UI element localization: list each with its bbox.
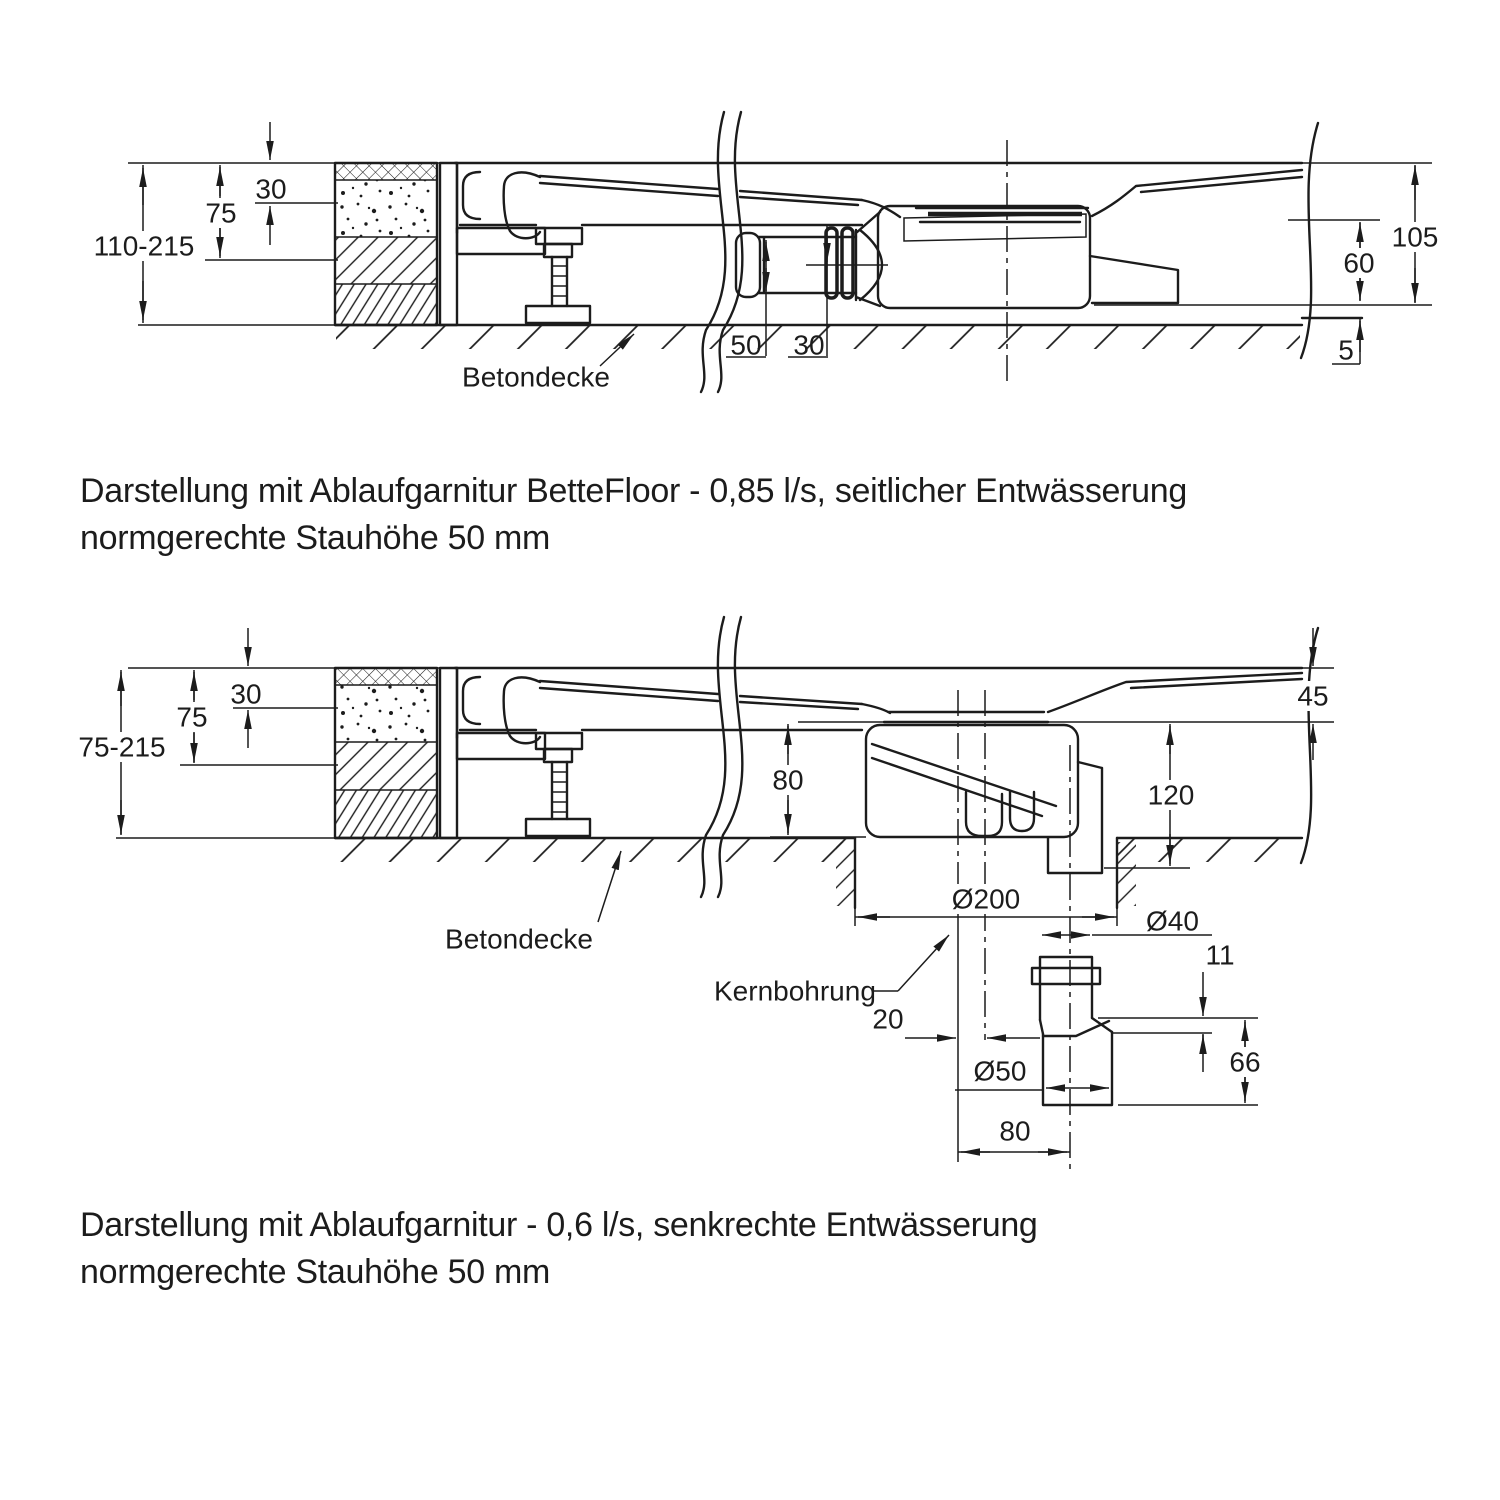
dim-screed: 75 xyxy=(176,701,208,733)
break-line xyxy=(1301,628,1318,863)
caption-2-line-2: normgerechte Stauhöhe 50 mm xyxy=(80,1253,551,1291)
dim-center-distance: 80 xyxy=(999,1115,1031,1147)
floor-label: Betondecke xyxy=(462,361,610,393)
dim-core-hole-diameter: Ø200 xyxy=(951,883,1021,915)
floor-slab xyxy=(335,318,1362,349)
shower-tray xyxy=(455,668,1302,722)
core-hole-leader xyxy=(898,935,949,991)
diagram-1-section-view xyxy=(80,112,1443,557)
dim-pipe-top-diameter: Ø40 xyxy=(1146,905,1199,937)
edge-insulation-strip xyxy=(440,668,457,838)
floor-label: Betondecke xyxy=(445,923,593,955)
outlet-pipe-horizontal xyxy=(736,228,856,298)
caption-1-line-2: normgerechte Stauhöhe 50 mm xyxy=(80,519,551,557)
break-line xyxy=(1301,123,1318,358)
dim-pipe-center-depth: 30 xyxy=(793,329,825,361)
offset-adapter-fitting xyxy=(1032,957,1112,1105)
dim-pipe-diameter: 50 xyxy=(730,329,762,361)
dim-pipe-bottom-diameter: Ø50 xyxy=(973,1055,1027,1087)
break-line xyxy=(701,112,725,392)
edge-insulation-strip xyxy=(440,163,457,325)
dim-collar-height: 11 xyxy=(1205,939,1235,971)
pipe-seal-ring xyxy=(842,228,853,298)
dim-tile: 30 xyxy=(255,173,287,205)
shower-tray xyxy=(455,163,1302,217)
floor-slab xyxy=(335,838,1302,908)
dim-screed: 75 xyxy=(205,197,237,229)
dim-tile: 30 xyxy=(230,678,262,710)
dim-total-height: 105 xyxy=(1391,221,1439,253)
caption-1-line-1: Darstellung mit Ablaufgarnitur BetteFloor - 0,85 l/s, seitlicher Entwässerung xyxy=(80,472,1187,510)
tray-edge-profile xyxy=(457,163,862,254)
dim-offset: 20 xyxy=(872,1003,904,1035)
dim-edge-height: 45 xyxy=(1297,680,1329,712)
core-hole-label: Kernbohrung xyxy=(714,975,876,1007)
support-foot xyxy=(526,228,590,323)
dim-adapter-height: 66 xyxy=(1229,1046,1261,1078)
vertical-outlet-pipe xyxy=(1048,762,1102,873)
dim-pipe-clearance: 60 xyxy=(1343,247,1375,279)
drain-body-lateral xyxy=(856,206,1178,308)
wall-section xyxy=(335,668,457,838)
dim-height-range: 110-215 xyxy=(93,230,195,262)
dim-height-range: 75-215 xyxy=(78,731,166,763)
dim-outlet-depth: 120 xyxy=(1147,779,1195,811)
diagram-2-section-view xyxy=(66,617,1334,1291)
adapter-collar xyxy=(1032,968,1100,984)
tray-edge-profile xyxy=(457,668,862,759)
dim-trap-height: 80 xyxy=(772,764,804,796)
drain-trap-vertical xyxy=(866,725,1102,873)
dimension-lines-2 xyxy=(116,628,1334,1152)
wall-section xyxy=(335,163,457,325)
caption-2-line-1: Darstellung mit Ablaufgarnitur - 0,6 l/s, senkrechte Entwässerung xyxy=(80,1206,1038,1244)
support-foot xyxy=(526,733,590,836)
dim-floor-gap: 5 xyxy=(1338,334,1354,366)
mortar-bed xyxy=(904,214,1086,241)
